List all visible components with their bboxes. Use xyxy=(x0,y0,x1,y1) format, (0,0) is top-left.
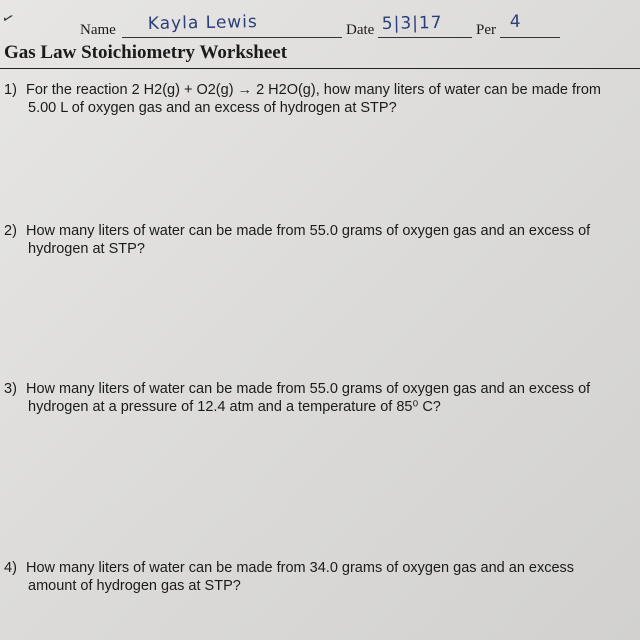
question-text-line-2: hydrogen at STP? xyxy=(28,241,145,257)
worksheet-title: Gas Law Stoichiometry Worksheet xyxy=(4,42,288,63)
question-text-line-2: 5.00 L of oxygen gas and an excess of hydrogen at STP? xyxy=(28,100,397,116)
date-label: Date xyxy=(346,22,375,38)
question-text-line-1: For the reaction 2 H2(g) + O2(g) → 2 H2O(g), how many liters of water can be made from xyxy=(26,82,601,98)
question-text-line-1: How many liters of water can be made from 55.0 grams of oxygen gas and an excess of xyxy=(26,381,591,397)
question-text-line-1: How many liters of water can be made from 55.0 grams of oxygen gas and an excess of xyxy=(26,223,591,239)
question-2 xyxy=(4,222,590,258)
check-mark-icon: ✓ xyxy=(0,8,17,28)
question-number: 3) xyxy=(4,381,17,397)
name-value: Kayla Lewis xyxy=(147,12,258,34)
question-text-line-2: hydrogen at a pressure of 12.4 atm and a temperature of 85⁰ C? xyxy=(28,399,441,415)
period-line xyxy=(500,37,560,38)
question-text-line-2: amount of hydrogen gas at STP? xyxy=(28,578,241,594)
name-line xyxy=(122,37,342,38)
title-rule xyxy=(0,68,640,69)
question-text-line-1: How many liters of water can be made from 34.0 grams of oxygen gas and an excess xyxy=(26,560,575,576)
question-4 xyxy=(4,559,574,595)
question-1 xyxy=(4,81,601,117)
date-value: 5|3|17 xyxy=(381,12,443,34)
period-label: Per xyxy=(476,22,496,38)
question-number: 4) xyxy=(4,560,17,576)
question-number: 1) xyxy=(4,82,17,98)
date-line xyxy=(378,37,472,38)
question-number: 2) xyxy=(4,223,17,239)
period-value: 4 xyxy=(509,11,522,33)
name-label: Name xyxy=(80,22,116,38)
question-3 xyxy=(4,380,590,416)
